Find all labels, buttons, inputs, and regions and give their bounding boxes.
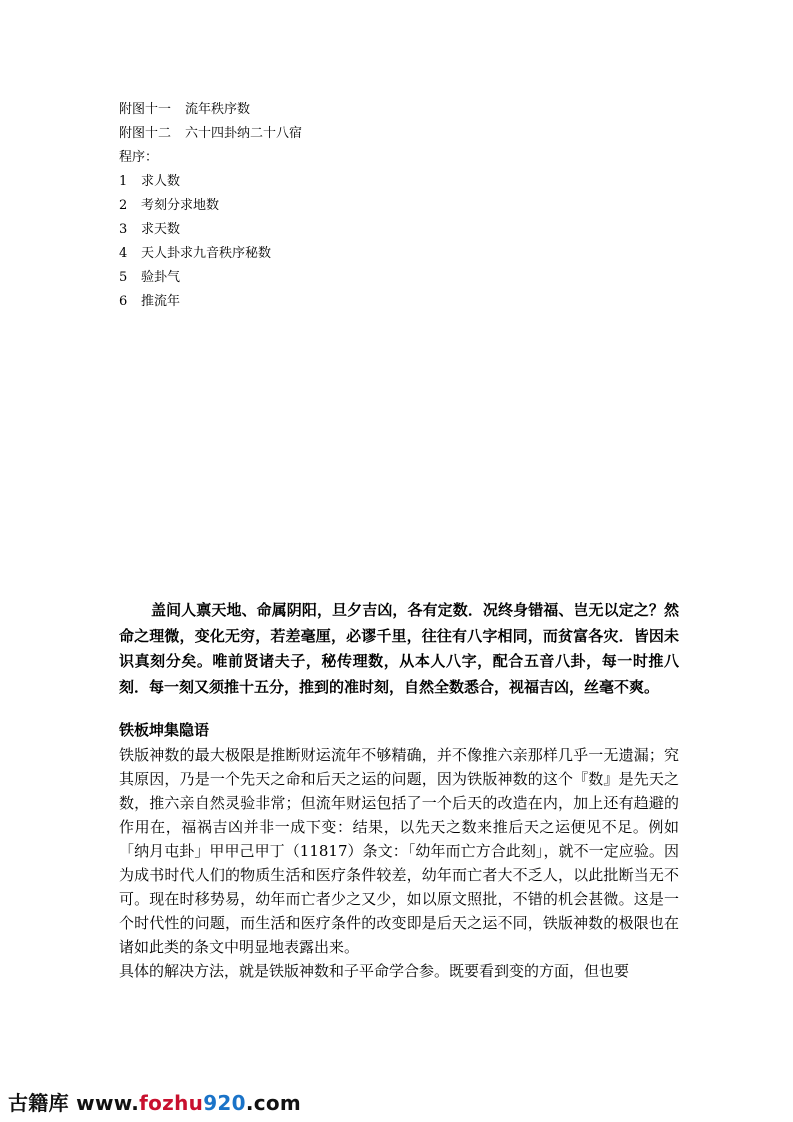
appendix-list [119, 98, 679, 314]
procedure-step [119, 170, 679, 194]
procedure-step [119, 290, 679, 314]
step-number: 3 [119, 222, 128, 237]
body-paragraph: 铁版神数的最大极限是推断财运流年不够精确，并不像推六亲那样几乎一无遗漏；究其原因，乃是一个先天之命和后天之运的问题，因为铁版神数的这个『数』是先天之数，推六亲自然灵验非常；但流年财运包括了一个后天的改造在内，加上还有趋避的作用在，福祸吉凶并非一成下变：结果，以先天之数来推后天之运便见不足。例如「纳月屯卦」甲甲己甲丁（11817）条文：「幼年而亡方合此刻」，就不一定应验。因为成书时代人们的物质生活和医疗条件较差，幼年而亡者大不乏人，以此批断当无不可。现在时移势易，幼年而亡者少之又少，如以原文照批，不错的机会甚微。这是一个时代性的问题，而生活和医疗条件的改变即是后天之运不同，铁版神数的极限也在诸如此类的条文中明显地表露出来。 [119, 746, 679, 956]
procedure-heading: 程序： [119, 150, 159, 165]
watermark-www: www. [76, 1091, 140, 1115]
step-text: 考刻分求地数 [141, 198, 220, 213]
step-number: 4 [119, 246, 128, 261]
step-text: 天人卦求九音秩序秘数 [141, 246, 272, 261]
step-number: 6 [119, 294, 128, 309]
appendix-title: 流年秩序数 [185, 102, 251, 117]
section-title: 铁板坤集隐语 [119, 721, 210, 739]
appendix-item-11 [119, 98, 679, 122]
step-text: 求人数 [141, 174, 181, 189]
site-watermark [8, 1087, 301, 1116]
appendix-title: 六十四卦纳二十八宿 [185, 126, 303, 141]
step-text: 验卦气 [141, 270, 181, 285]
step-number: 2 [119, 198, 128, 213]
watermark-domain: .com [245, 1091, 302, 1115]
appendix-label: 附图十一 [119, 102, 172, 117]
procedure-step [119, 266, 679, 290]
body-text [119, 743, 679, 983]
step-number: 1 [119, 174, 128, 189]
appendix-label: 附图十二 [119, 126, 172, 141]
body-paragraph: 具体的解决方法，就是铁版神数和子平命学合参。既要看到变的方面，但也要 [119, 962, 630, 980]
step-text: 求天数 [141, 222, 181, 237]
procedure-step [119, 218, 679, 242]
watermark-number: 920 [203, 1091, 246, 1115]
preface-paragraph: 盖间人禀天地、命属阴阳，旦夕吉凶，各有定数．况终身错福、岂无以定之？然命之理微，变化无穷，若差毫厘，必谬千里，往往有八字相同，而贫富各灾．皆因未识真刻分矣。唯前贤诸夫子，秘传理数，从本人八字，配合五音八卦，每一时推八刻．每一刻又须推十五分，推到的准时刻，自然全数悉合，视福吉凶，丝毫不爽。 [119, 601, 679, 696]
appendix-item-12 [119, 122, 679, 146]
watermark-site-name: 古籍库 [8, 1091, 69, 1115]
step-text: 推流年 [141, 294, 181, 309]
procedure-step [119, 242, 679, 266]
procedure-step [119, 194, 679, 218]
step-number: 5 [119, 270, 128, 285]
watermark-brand: fozhu [139, 1091, 204, 1115]
